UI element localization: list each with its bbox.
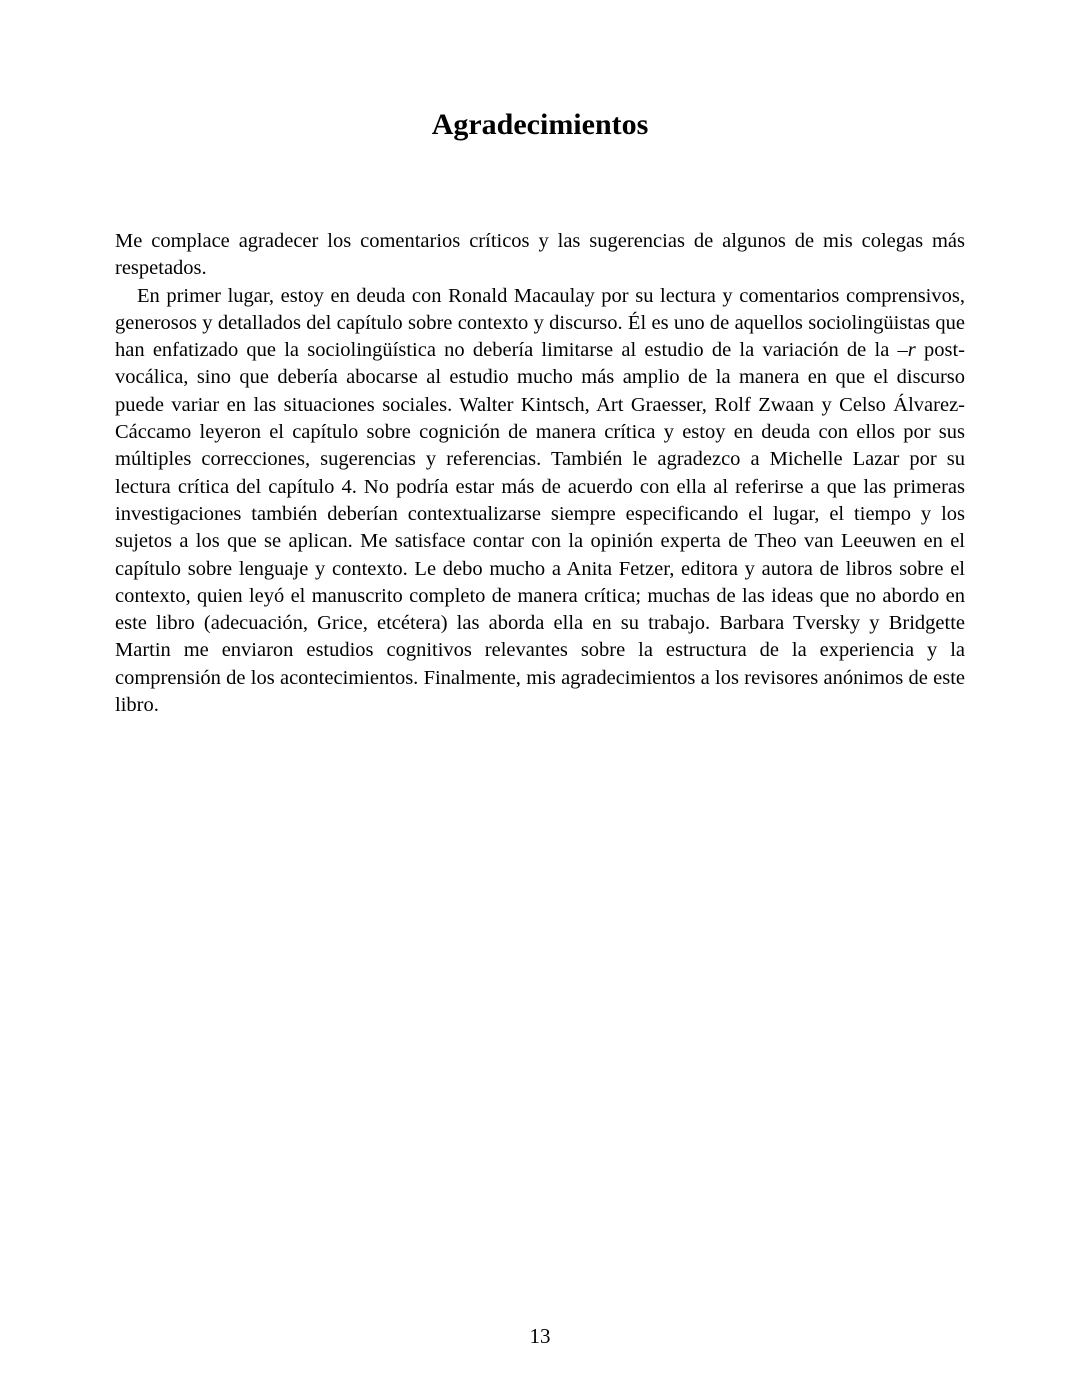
paragraph-2-italic-term: –r bbox=[897, 339, 916, 362]
page-title: Agradecimientos bbox=[431, 108, 649, 141]
paragraph-2-text-end: post-vocálica, sino que debería abocarse al estudio mucho más amplio de la manera en que el discurso puede variar en las situaciones sociales. Walter Kintsch, Art Graesser, Rolf Zwaan y Celso Álvarez-Cáccamo leyeron el capítulo sobre cognición de manera crítica y estoy en deuda con ellos por sus múltiples correcciones, sugerencias y referencias. También le agradezco a Michelle Lazar por su lectura crítica del capítulo 4. No podría estar más de acuerdo con ella al referirse a que las primeras investigaciones también deberían contextualizarse siempre especificando el lugar, el tiempo y los sujetos a los que se aplican. Me satisface contar con la opinión experta de Theo van Leeuwen en el capítulo sobre lenguaje y contexto. Le debo mucho a Anita Fetzer, editora y autora de libros sobre el contexto, quien leyó el manuscrito completo de manera crítica; muchas de las ideas que no abordo en este libro (adecuación, Grice, etcétera) las aborda ella en su trabajo. Barbara Tversky y Bridgette Martin me enviaron estudios cognitivos relevantes sobre la estructura de la experiencia y la comprensión de los acontecimientos. Finalmente, mis agradecimientos a los revisores anónimos de este libro. bbox=[115, 339, 965, 717]
paragraph-1-text: Me complace agradecer los comentarios críticos y las sugerencias de algunos de mis colegas más respetados. bbox=[115, 230, 965, 280]
paragraph-2-text-start: En primer lugar, estoy en deuda con Ronald Macaulay por su lectura y comentarios comprensivos, generosos y detallados del capítulo sobre contexto y discurso. Él es uno de aquellos sociolingüistas que han enfatizado que la sociolingüística no debería limitarse al estudio de la variación de la bbox=[115, 284, 965, 362]
paragraph-2 bbox=[115, 283, 965, 720]
body-text bbox=[115, 228, 965, 719]
page-number: 13 bbox=[529, 1324, 551, 1348]
paragraph-1 bbox=[115, 228, 965, 283]
